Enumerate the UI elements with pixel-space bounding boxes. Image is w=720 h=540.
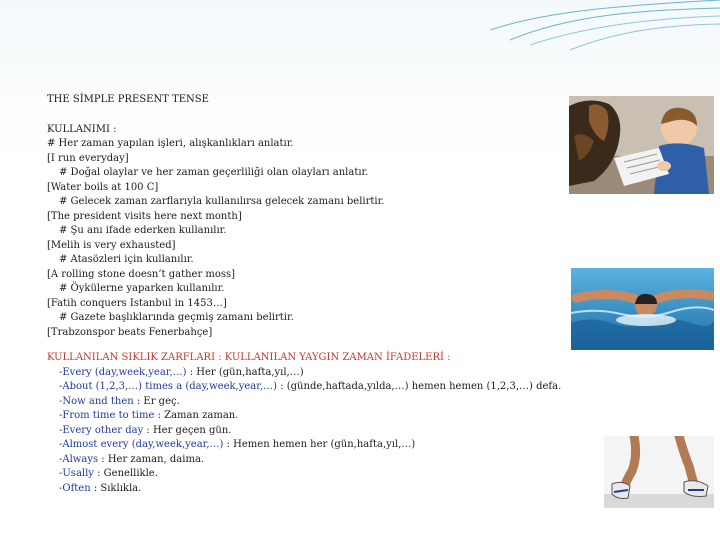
usage-line: [Water boils at 100 C] xyxy=(47,181,159,193)
runner-legs-photo xyxy=(604,436,714,508)
frequency-term: -About (1,2,3,…) times a (day,week,year,…) xyxy=(59,381,278,392)
slide-content xyxy=(47,93,567,496)
frequency-line xyxy=(47,424,567,439)
frequency-heading: KULLANILAN SIKLIK ZARFLARI : KULLANILAN YAYGIN ZAMAN İFADELERİ : xyxy=(47,352,451,363)
frequency-line xyxy=(47,482,567,497)
usage-line: # Her zaman yapılan işleri, alışkanlıkları anlatır. xyxy=(47,138,294,149)
frequency-meaning: : (günde,haftada,yılda,…) hemen hemen (1,2,3,…) defa. xyxy=(277,381,562,392)
frequency-term: -Always xyxy=(59,453,99,465)
usage-line: # Şu anı ifade ederken kullanılır. xyxy=(59,225,227,236)
decorative-corner-lines xyxy=(490,0,720,60)
frequency-term: -Every (day,week,year,…) xyxy=(59,366,187,378)
frequency-term: -Almost every (day,week,year,…) xyxy=(59,439,224,450)
slide-title: THE SİMPLE PRESENT TENSE xyxy=(47,94,209,105)
frequency-line xyxy=(47,438,567,453)
usage-line: [A rolling stone doesn’t gather moss] xyxy=(47,268,236,280)
usage-line: # Doğal olaylar ve her zaman geçerliliği olan olayları anlatır. xyxy=(59,167,369,178)
frequency-line xyxy=(47,453,567,468)
frequency-meaning: : Her zaman, daima. xyxy=(98,453,205,465)
frequency-term: -Usally xyxy=(59,468,94,479)
usage-line: # Gazete başlıklarında geçmiş zamanı belirtir. xyxy=(59,312,294,323)
usage-line: [I run everyday] xyxy=(47,152,129,164)
frequency-meaning: : Her (gün,hafta,yıl,…) xyxy=(186,366,304,378)
frequency-term: -Now and then xyxy=(59,395,134,407)
frequency-line xyxy=(47,409,567,424)
frequency-line xyxy=(47,395,567,410)
frequency-meaning: : Hemen hemen her (gün,hafta,yıl,…) xyxy=(223,439,416,450)
usage-line: [Melih is very exhausted] xyxy=(47,239,176,251)
usage-line: # Öykülerne yaparken kullanılır. xyxy=(59,283,225,294)
frequency-term: -Every other day xyxy=(59,424,144,436)
frequency-meaning: : Sıklıkla. xyxy=(90,482,142,494)
usage-line: # Gelecek zaman zarflarıyla kullanılırsa gelecek zamanı belirtir. xyxy=(59,196,385,207)
usage-line: [Fatih conquers Istanbul in 1453…] xyxy=(47,297,227,309)
frequency-line xyxy=(47,366,567,381)
usage-line: [The president visits here next month] xyxy=(47,210,242,222)
usage-line: [Trabzonspor beats Fenerbahçe] xyxy=(47,326,213,338)
frequency-term: -Often xyxy=(59,482,91,494)
usage-line: # Atasözleri için kullanılır. xyxy=(59,254,194,265)
frequency-list xyxy=(47,366,567,497)
frequency-line xyxy=(47,467,567,482)
frequency-meaning: : Er geç. xyxy=(133,395,180,407)
frequency-term: -From time to time xyxy=(59,410,155,421)
frequency-meaning: : Her geçen gün. xyxy=(143,424,232,436)
usage-heading: KULLANIMI : xyxy=(47,123,117,135)
swimmer-butterfly-photo xyxy=(571,268,714,350)
frequency-line xyxy=(47,380,567,395)
boy-reading-with-dog-photo xyxy=(569,96,714,194)
usage-list xyxy=(47,137,567,340)
frequency-meaning: : Genellikle. xyxy=(93,468,158,479)
frequency-meaning: : Zaman zaman. xyxy=(154,410,239,421)
